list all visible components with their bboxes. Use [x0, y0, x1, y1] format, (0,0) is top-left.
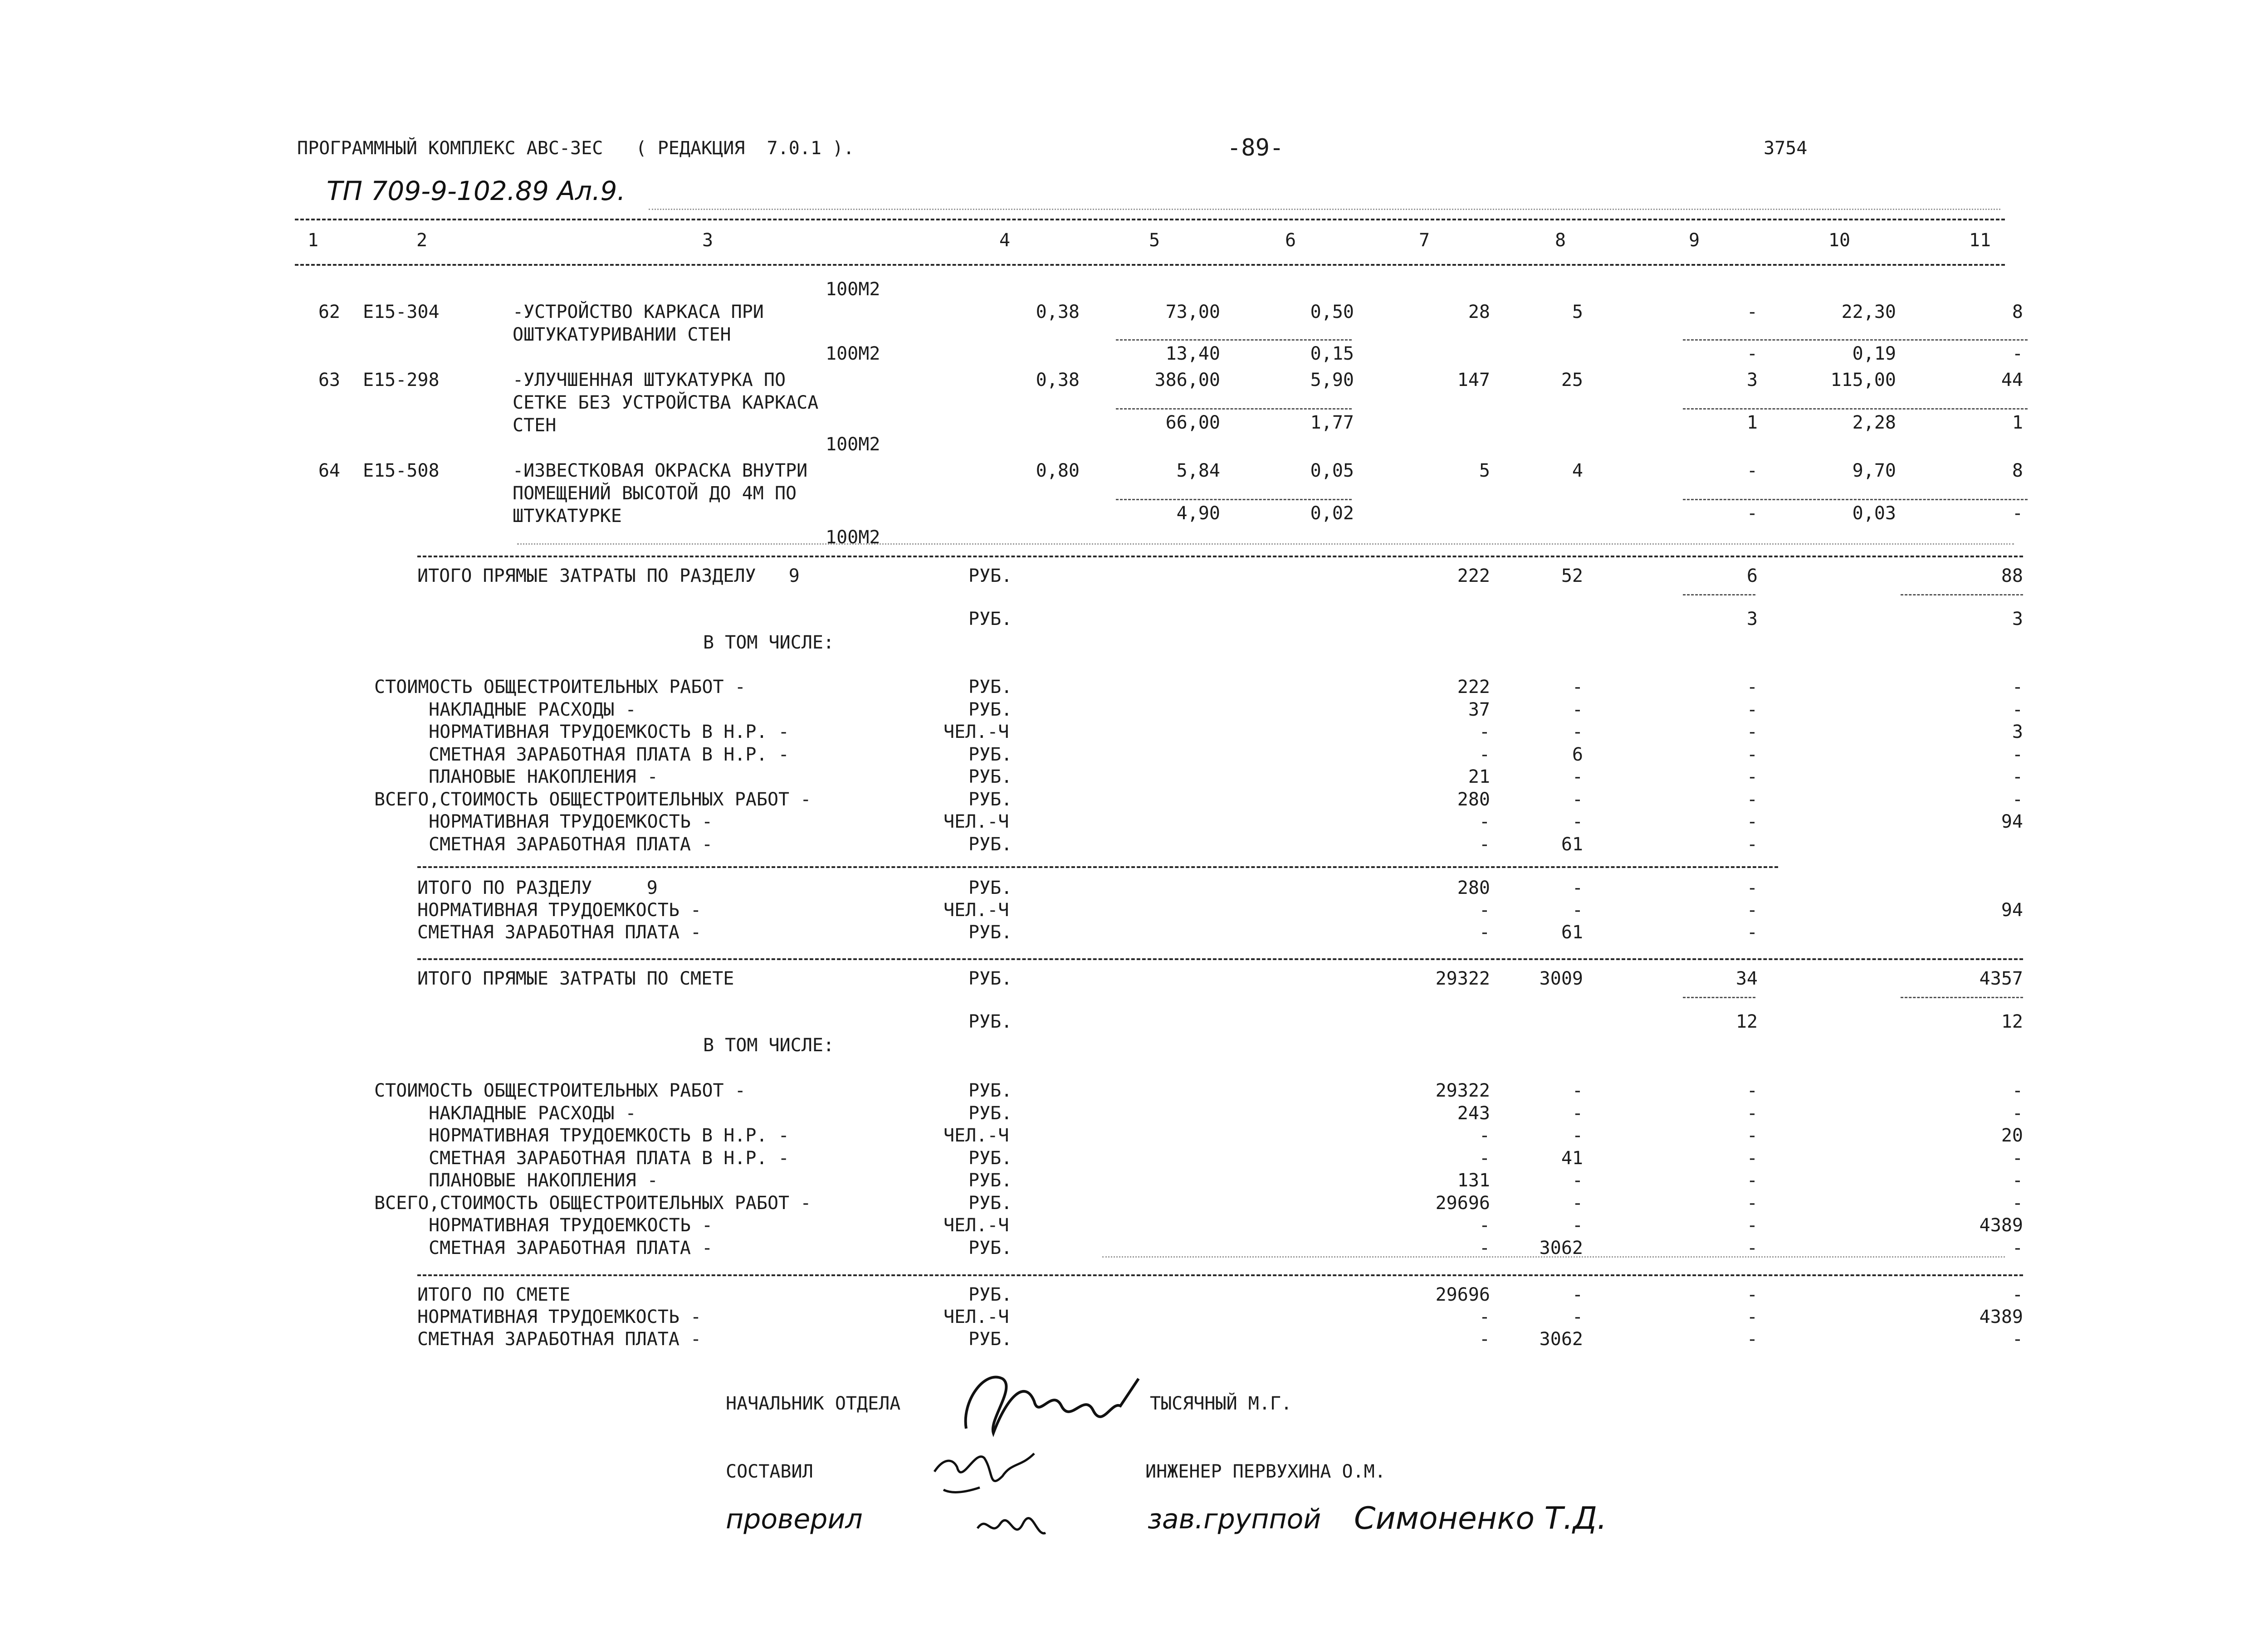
summary-row-col7: -	[1479, 744, 1490, 765]
item-subline-rule	[1116, 499, 1352, 500]
summary-row-label: СТОИМОСТЬ ОБЩЕСТРОИТЕЛЬНЫХ РАБОТ -	[374, 1080, 746, 1101]
summary-row-label: НОРМАТИВНАЯ ТРУДОЕМКОСТЬ -	[417, 900, 702, 921]
summary-row-label: НАКЛАДНЫЕ РАСХОДЫ -	[429, 1102, 636, 1124]
item-col9: -	[1746, 302, 1758, 322]
summary-row-col9: -	[1746, 1170, 1758, 1191]
summary-row-col11: 3	[2012, 722, 2023, 742]
summary-row-label: ВСЕГО,СТОИМОСТЬ ОБЩЕСТРОИТЕЛЬНЫХ РАБОТ -	[374, 1192, 811, 1214]
summary-row-col9: -	[1746, 900, 1758, 921]
column-header-5: 5	[1149, 230, 1160, 251]
summary-row-col7: -	[1479, 1215, 1490, 1236]
summary-row-col11: -	[2012, 1080, 2023, 1101]
summary-row-unit: РУБ.	[968, 744, 1012, 765]
compiled-by-label: СОСТАВИЛ	[726, 1461, 813, 1482]
item-name-line: -ИЗВЕСТКОВАЯ ОКРАСКА ВНУТРИ	[513, 460, 808, 481]
total-top-rule	[417, 958, 2023, 960]
summary-row-unit: РУБ.	[968, 766, 1012, 787]
total-subline-rule	[1683, 997, 1755, 998]
head-of-department-name: ТЫСЯЧНЫЙ М.Г.	[1150, 1393, 1292, 1414]
summary-row-col9: -	[1746, 878, 1758, 898]
summary-row-unit: РУБ.	[968, 1102, 1012, 1124]
summary-row-col9: -	[1746, 1192, 1758, 1214]
summary-row-col9: -	[1746, 1147, 1758, 1169]
column-header-3: 3	[702, 230, 714, 251]
summary-row-unit: ЧЕЛ.-Ч	[943, 1307, 1009, 1327]
summary-row-col7: -	[1479, 1147, 1490, 1169]
item-col8: 4	[1572, 460, 1583, 481]
summary-row-col8: -	[1572, 1215, 1583, 1236]
total-unit: РУБ.	[968, 968, 1012, 989]
summary-row-label: СМЕТНАЯ ЗАРАБОТНАЯ ПЛАТА В Н.Р. -	[429, 744, 789, 765]
item-col10-sub: 0,19	[1852, 343, 1896, 364]
column-header-2: 2	[416, 230, 428, 251]
item-number: 62	[318, 302, 340, 322]
document-number: 3754	[1764, 138, 1808, 159]
summary-row-unit: РУБ.	[968, 1170, 1012, 1191]
item-quantity: 0,38	[1036, 302, 1080, 322]
column-header-6: 6	[1285, 230, 1296, 251]
summary-row-col7: 222	[1457, 677, 1490, 697]
summary-row-unit: ЧЕЛ.-Ч	[943, 900, 1009, 921]
item-name-line: ОШТУКАТУРИВАНИИ СТЕН	[513, 324, 731, 345]
item-col11-sub: -	[2012, 503, 2023, 524]
summary-row-col8: -	[1572, 766, 1583, 787]
summary-row-col8: 3062	[1539, 1329, 1583, 1350]
head-signature	[948, 1361, 1143, 1442]
summary-row-col7: 29696	[1435, 1192, 1490, 1214]
summary-row-col11: -	[2012, 1102, 2023, 1124]
column-header-7: 7	[1418, 230, 1430, 251]
total-col9: 6	[1746, 566, 1758, 586]
summary-row-label: СМЕТНАЯ ЗАРАБОТНАЯ ПЛАТА В Н.Р. -	[429, 1147, 789, 1169]
item-col7: 147	[1457, 370, 1490, 390]
summary-row-col8: -	[1572, 722, 1583, 742]
item-code: Е15-508	[363, 460, 440, 481]
compiled-by-name: ИНЖЕНЕР ПЕРВУХИНА О.М.	[1145, 1461, 1386, 1482]
including-label: В ТОМ ЧИСЛЕ:	[703, 1035, 834, 1056]
item-col6-sub: 0,15	[1310, 343, 1354, 364]
summary-row-col11: -	[2012, 1192, 2023, 1214]
item-name-line: СТЕН	[513, 415, 557, 436]
total-label: ИТОГО ПРЯМЫЕ ЗАТРАТЫ ПО СМЕТЕ	[417, 968, 734, 989]
item-col6-sub: 0,02	[1310, 503, 1354, 524]
item-col11: 8	[2012, 460, 2023, 481]
summary-row-col9: -	[1746, 834, 1758, 855]
summary-row-col7: -	[1479, 1307, 1490, 1327]
summary-row-unit: РУБ.	[968, 1147, 1012, 1169]
summary-row-col11: -	[2012, 1329, 2023, 1350]
summary-row-col11: 4389	[1979, 1215, 2023, 1236]
summary-row-col11: -	[2012, 699, 2023, 720]
item-col10: 22,30	[1841, 302, 1896, 322]
summary-row-label: ИТОГО ПО СМЕТЕ	[417, 1284, 571, 1305]
total-subline-rule	[1901, 594, 2023, 595]
summary-row-col8: 61	[1561, 834, 1583, 855]
summary-row-col11: -	[2012, 677, 2023, 697]
section-itogo-rule	[417, 866, 1778, 868]
item-code: Е15-304	[363, 302, 440, 322]
item-code: Е15-298	[363, 370, 440, 390]
summary-row-col11: -	[2012, 1170, 2023, 1191]
summary-row-col9: -	[1746, 744, 1758, 765]
summary-row-unit: ЧЕЛ.-Ч	[943, 722, 1009, 742]
summary-row-col8: 61	[1561, 922, 1583, 943]
total-label: ИТОГО ПРЯМЫЕ ЗАТРАТЫ ПО РАЗДЕЛУ 9	[417, 566, 800, 586]
summary-row-label: НАКЛАДНЫЕ РАСХОДЫ -	[429, 699, 636, 720]
item-col5: 5,84	[1176, 460, 1220, 481]
summary-row-unit: РУБ.	[968, 1237, 1012, 1258]
summary-row-col11: 94	[2001, 900, 2023, 921]
header-dotted-line	[649, 209, 2000, 210]
summary-row-col8: -	[1572, 1102, 1583, 1124]
item-name-line: ШТУКАТУРКЕ	[513, 506, 622, 527]
summary-row-label: ИТОГО ПО РАЗДЕЛУ 9	[417, 878, 658, 898]
summary-row-col9: -	[1746, 1307, 1758, 1327]
summary-row-col9: -	[1746, 922, 1758, 943]
summary-row-col9: -	[1746, 1329, 1758, 1350]
summary-row-col7: 21	[1468, 766, 1490, 787]
summary-row-col7: 131	[1457, 1170, 1490, 1191]
item-name-line: ПОМЕЩЕНИЙ ВЫСОТОЙ ДО 4М ПО	[513, 483, 797, 504]
summary-row-col9: -	[1746, 1102, 1758, 1124]
unit-100m2: 100М2	[826, 279, 880, 300]
item-col5: 386,00	[1154, 370, 1220, 390]
column-header-4: 4	[999, 230, 1011, 251]
summary-row-col11: -	[2012, 1284, 2023, 1305]
page-number: -89-	[1227, 134, 1284, 161]
summary-row-col8: -	[1572, 811, 1583, 832]
total-subline-rule	[1901, 997, 2023, 998]
item-col9-sub: 1	[1746, 412, 1758, 433]
summary-row-col7: 29322	[1435, 1080, 1490, 1101]
total-col11: 4357	[1979, 968, 2023, 989]
summary-row-unit: ЧЕЛ.-Ч	[943, 1215, 1009, 1236]
summary-row-col7: -	[1479, 1125, 1490, 1146]
item-col11-sub: 1	[2012, 412, 2023, 433]
summary-row-label: НОРМАТИВНАЯ ТРУДОЕМКОСТЬ В Н.Р. -	[429, 722, 789, 742]
total-unit: РУБ.	[968, 566, 1012, 586]
total-col11-sub: 12	[2001, 1011, 2023, 1032]
item-number: 64	[318, 460, 340, 481]
checked-by-label: проверил	[726, 1503, 863, 1535]
item-quantity: 0,38	[1036, 370, 1080, 390]
item-col7: 5	[1479, 460, 1490, 481]
estimate-itogo-rule	[417, 1274, 2023, 1276]
summary-row-col7: 29696	[1435, 1284, 1490, 1305]
summary-row-label: ВСЕГО,СТОИМОСТЬ ОБЩЕСТРОИТЕЛЬНЫХ РАБОТ -	[374, 789, 811, 810]
item-col11: 8	[2012, 302, 2023, 322]
summary-row-col11: -	[2012, 1147, 2023, 1169]
total-col9-sub: 3	[1746, 609, 1758, 629]
summary-row-col9: -	[1746, 699, 1758, 720]
summary-row-label: СМЕТНАЯ ЗАРАБОТНАЯ ПЛАТА -	[417, 922, 702, 943]
summary-row-col7: -	[1479, 834, 1490, 855]
summary-row-col7: -	[1479, 900, 1490, 921]
summary-row-label: НОРМАТИВНАЯ ТРУДОЕМКОСТЬ В Н.Р. -	[429, 1125, 789, 1146]
summary-row-col7: 243	[1457, 1102, 1490, 1124]
summary-row-unit: РУБ.	[968, 1192, 1012, 1214]
unit-100m2: 100М2	[826, 434, 880, 455]
summary-row-col9: -	[1746, 1080, 1758, 1101]
item-col8: 25	[1561, 370, 1583, 390]
column-header-top-rule	[295, 219, 2005, 220]
item-col9-sub: -	[1746, 343, 1758, 364]
total-col9-sub: 12	[1735, 1011, 1758, 1032]
column-header-bottom-rule	[295, 264, 2005, 266]
summary-row-col11: -	[2012, 1237, 2023, 1258]
summary-row-col8: -	[1572, 1307, 1583, 1327]
item-col6: 5,90	[1310, 370, 1354, 390]
summary-row-label: СМЕТНАЯ ЗАРАБОТНАЯ ПЛАТА -	[429, 834, 713, 855]
summary-row-label: НОРМАТИВНАЯ ТРУДОЕМКОСТЬ -	[417, 1307, 702, 1327]
item-col5-sub: 13,40	[1165, 343, 1220, 364]
item-col8: 5	[1572, 302, 1583, 322]
total-col7: 222	[1457, 566, 1490, 586]
summary-row-unit: РУБ.	[968, 1329, 1012, 1350]
summary-row-col8: -	[1572, 1192, 1583, 1214]
summary-row-col9: -	[1746, 1215, 1758, 1236]
item-col7: 28	[1468, 302, 1490, 322]
summary-row-unit: РУБ.	[968, 922, 1012, 943]
item-col9-sub: -	[1746, 503, 1758, 524]
summary-row-unit: ЧЕЛ.-Ч	[943, 1125, 1009, 1146]
summary-row-col11: -	[2012, 789, 2023, 810]
item-col10: 115,00	[1830, 370, 1896, 390]
summary-row-col11: -	[2012, 744, 2023, 765]
compiler-signature	[925, 1440, 1043, 1503]
item-col6: 0,50	[1310, 302, 1354, 322]
summary-row-unit: РУБ.	[968, 1284, 1012, 1305]
total-unit-2: РУБ.	[968, 609, 1012, 629]
item-subline-rule	[1683, 339, 2028, 341]
total-top-rule	[417, 556, 2023, 557]
column-header-10: 10	[1828, 230, 1851, 251]
item-col10: 9,70	[1852, 460, 1896, 481]
item-name-line: -УЛУЧШЕННАЯ ШТУКАТУРКА ПО	[513, 370, 786, 390]
column-header-1: 1	[307, 230, 319, 251]
summary-row-label: СМЕТНАЯ ЗАРАБОТНАЯ ПЛАТА -	[429, 1237, 713, 1258]
item-subline-rule	[1116, 408, 1352, 410]
column-header-11: 11	[1969, 230, 1991, 251]
summary-row-col11: 94	[2001, 811, 2023, 832]
total-col9: 34	[1735, 968, 1758, 989]
summary-row-col9: -	[1746, 1237, 1758, 1258]
unit-100m2: 100М2	[826, 527, 880, 548]
item-subline-rule	[1683, 499, 2028, 500]
project-code-handwritten: ТП 709-9-102.89 Ал.9.	[327, 176, 626, 206]
summary-row-col8: -	[1572, 677, 1583, 697]
summary-row-label: НОРМАТИВНАЯ ТРУДОЕМКОСТЬ -	[429, 811, 713, 832]
summary-row-col8: -	[1572, 1125, 1583, 1146]
summary-row-col7: -	[1479, 1237, 1490, 1258]
column-header-8: 8	[1554, 230, 1566, 251]
summary-row-col9: -	[1746, 1284, 1758, 1305]
checked-by-role: зав.группой	[1148, 1503, 1321, 1535]
summary-row-col11: 20	[2001, 1125, 2023, 1146]
summary-row-col9: -	[1746, 789, 1758, 810]
total-unit-2: РУБ.	[968, 1011, 1012, 1032]
items-end-dotted-rule	[517, 543, 2014, 545]
summary-row-col7: 280	[1457, 878, 1490, 898]
summary-row-col8: -	[1572, 699, 1583, 720]
summary-row-unit: РУБ.	[968, 834, 1012, 855]
summary-row-col7: 37	[1468, 699, 1490, 720]
summary-row-col8: -	[1572, 1170, 1583, 1191]
summary-row-col8: 3062	[1539, 1237, 1583, 1258]
item-col5-sub: 66,00	[1165, 412, 1220, 433]
item-col9: 3	[1746, 370, 1758, 390]
item-col6: 0,05	[1310, 460, 1354, 481]
item-subline-rule	[1116, 339, 1352, 341]
program-header: ПРОГРАММНЫЙ КОМПЛЕКС АВС-ЗЕС ( РЕДАКЦИЯ 7.0.1 ).	[297, 138, 855, 159]
summary-row-unit: РУБ.	[968, 1080, 1012, 1101]
summary-row-col8: -	[1572, 878, 1583, 898]
summary-row-col7: -	[1479, 922, 1490, 943]
checked-by-name: Симоненко Т.Д.	[1354, 1501, 1607, 1536]
item-col5-sub: 4,90	[1176, 503, 1220, 524]
summary-row-col8: -	[1572, 789, 1583, 810]
summary-row-col8: -	[1572, 900, 1583, 921]
item-name-line: -УСТРОЙСТВО КАРКАСА ПРИ	[513, 302, 764, 322]
column-header-9: 9	[1688, 230, 1700, 251]
summary-row-col7: 280	[1457, 789, 1490, 810]
summary-row-unit: РУБ.	[968, 677, 1012, 697]
summary-row-col8: -	[1572, 1080, 1583, 1101]
summary-row-unit: РУБ.	[968, 878, 1012, 898]
total-col8: 3009	[1539, 968, 1583, 989]
item-col9: -	[1746, 460, 1758, 481]
item-col6-sub: 1,77	[1310, 412, 1354, 433]
total-col11: 88	[2001, 566, 2023, 586]
summary-row-label: НОРМАТИВНАЯ ТРУДОЕМКОСТЬ -	[429, 1215, 713, 1236]
unit-100m2: 100М2	[826, 343, 880, 364]
summary-row-col11: 4389	[1979, 1307, 2023, 1327]
summary-row-col9: -	[1746, 766, 1758, 787]
summary-row-label: СТОИМОСТЬ ОБЩЕСТРОИТЕЛЬНЫХ РАБОТ -	[374, 677, 746, 697]
summary-row-col9: -	[1746, 722, 1758, 742]
summary-row-unit: РУБ.	[968, 699, 1012, 720]
total-col8: 52	[1561, 566, 1583, 586]
summary-row-unit: ЧЕЛ.-Ч	[943, 811, 1009, 832]
checker-signature	[968, 1497, 1050, 1551]
summary-row-col9: -	[1746, 811, 1758, 832]
item-col11-sub: -	[2012, 343, 2023, 364]
summary-row-col7: -	[1479, 722, 1490, 742]
summary-row-col8: -	[1572, 1284, 1583, 1305]
summary-row-col7: -	[1479, 811, 1490, 832]
summary-row-col9: -	[1746, 677, 1758, 697]
summary-row-col7: -	[1479, 1329, 1490, 1350]
including-label: В ТОМ ЧИСЛЕ:	[703, 632, 834, 653]
summary-row-col11: -	[2012, 766, 2023, 787]
summary-row-col9: -	[1746, 1125, 1758, 1146]
item-quantity: 0,80	[1036, 460, 1080, 481]
head-of-department-label: НАЧАЛЬНИК ОТДЕЛА	[726, 1393, 901, 1414]
item-subline-rule	[1683, 408, 2028, 410]
summary-row-label: ПЛАНОВЫЕ НАКОПЛЕНИЯ -	[429, 766, 658, 787]
item-col11: 44	[2001, 370, 2023, 390]
summary-row-col8: 41	[1561, 1147, 1583, 1169]
summary-row-label: СМЕТНАЯ ЗАРАБОТНАЯ ПЛАТА -	[417, 1329, 702, 1350]
item-col10-sub: 0,03	[1852, 503, 1896, 524]
item-name-line: СЕТКЕ БЕЗ УСТРОЙСТВА КАРКАСА	[513, 392, 819, 413]
summary-row-col8: 6	[1572, 744, 1583, 765]
total-col11-sub: 3	[2012, 609, 2023, 629]
item-col10-sub: 2,28	[1852, 412, 1896, 433]
item-number: 63	[318, 370, 340, 390]
total-subline-rule	[1683, 594, 1755, 595]
total-col7: 29322	[1435, 968, 1490, 989]
estimate-dotted-rule	[1102, 1256, 2005, 1258]
summary-row-label: ПЛАНОВЫЕ НАКОПЛЕНИЯ -	[429, 1170, 658, 1191]
item-col5: 73,00	[1165, 302, 1220, 322]
summary-row-unit: РУБ.	[968, 789, 1012, 810]
